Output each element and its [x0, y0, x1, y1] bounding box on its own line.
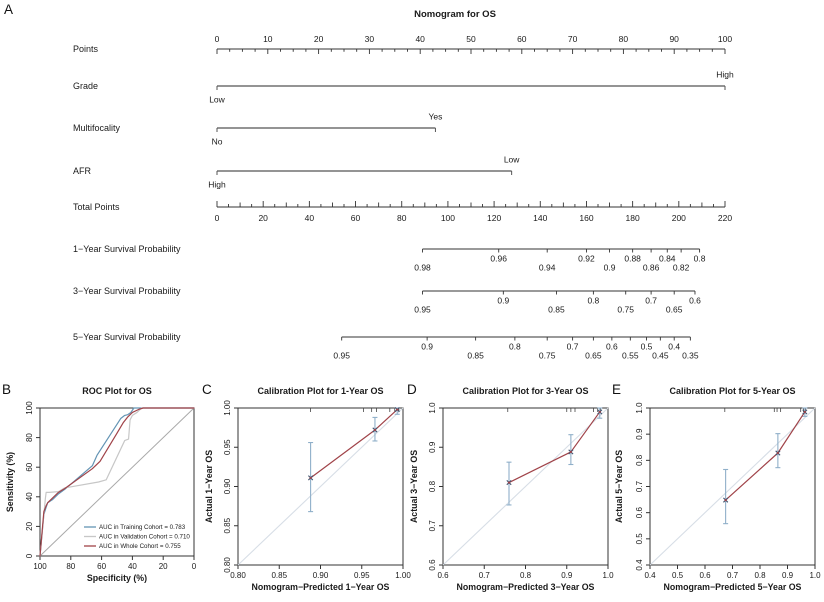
y-tick-label: 0: [25, 553, 34, 559]
points-tick-label: 100: [717, 34, 733, 44]
y-tick-label: 0.7: [635, 480, 644, 493]
x-axis-title: Nomogram−Predicted 3−Year OS: [456, 582, 595, 592]
predictor-label: Multifocality: [73, 123, 121, 133]
survival-tick-label: 0.8: [693, 253, 706, 264]
points-tick-label: 20: [313, 34, 324, 44]
total-points-tick-label: 120: [486, 213, 502, 223]
survival-tick-label: 0.86: [642, 262, 660, 273]
predictor-level-label: Low: [209, 94, 225, 105]
x-tick-label: 60: [97, 562, 107, 571]
y-tick-label: 0.85: [223, 517, 232, 534]
survival-tick-label: 0.7: [645, 295, 658, 306]
x-tick-label: 0.5: [671, 571, 684, 580]
total-points-tick-label: 160: [579, 213, 594, 223]
roc-plot-panel: [0, 380, 206, 602]
x-tick-label: 100: [33, 562, 47, 571]
y-tick-label: 80: [25, 433, 34, 443]
survival-tick-label: 0.88: [624, 253, 641, 264]
survival-tick-label: 0.5: [640, 341, 653, 352]
survival-tick-label: 0.84: [658, 253, 676, 264]
survival-tick-label: 0.94: [538, 262, 556, 273]
y-tick-label: 0.95: [223, 439, 232, 456]
calibration-5yr-panel: [610, 380, 824, 602]
x-tick-label: 1.0: [602, 571, 614, 580]
x-axis-title: Nomogram−Predicted 5−Year OS: [663, 582, 802, 592]
calibration-title: Calibration Plot for 5-Year OS: [669, 386, 796, 396]
survival-tick-label: 0.35: [682, 350, 699, 361]
x-tick-label: 0.4: [644, 571, 656, 580]
y-tick-label: 0.4: [635, 559, 644, 571]
x-tick-label: 1.0: [809, 571, 821, 580]
predictor-level-label: Yes: [428, 111, 443, 122]
y-tick-label: 0.5: [635, 533, 644, 545]
x-tick-label: 80: [66, 562, 76, 571]
point-dot: [570, 451, 572, 453]
survival-tick-label: 0.65: [585, 350, 602, 361]
total-points-tick-label: 100: [440, 213, 456, 223]
points-tick-label: 70: [567, 34, 578, 44]
panel-label-a: A: [4, 2, 14, 17]
point-dot: [777, 452, 779, 454]
point-dot: [804, 411, 806, 413]
y-tick-label: 60: [25, 462, 34, 472]
survival-tick-label: 0.96: [490, 253, 507, 264]
y-axis-title: Sensitivity (%): [5, 451, 15, 513]
survival-axis-label: 1−Year Survival Probability: [73, 244, 181, 254]
x-tick-label: 0.6: [437, 571, 449, 580]
survival-tick-label: 0.75: [538, 350, 556, 361]
survival-tick-label: 0.82: [672, 262, 690, 273]
points-tick-label: 50: [466, 34, 476, 44]
y-tick-label: 1.00: [223, 400, 232, 416]
x-tick-label: 0.9: [781, 571, 794, 580]
legend-label: AUC in Training Cohort = 0.783: [99, 524, 186, 532]
total-points-tick-label: 80: [396, 213, 407, 223]
survival-tick-label: 0.9: [497, 295, 510, 306]
panel-label-c: C: [202, 382, 212, 397]
x-tick-label: 0.90: [312, 571, 329, 580]
survival-tick-label: 0.98: [414, 262, 431, 273]
y-tick-label: 1.0: [635, 402, 644, 414]
predictor-level-label: No: [211, 136, 223, 147]
y-tick-label: 0.90: [223, 478, 232, 495]
survival-tick-label: 0.65: [665, 304, 683, 315]
x-tick-label: 20: [158, 562, 168, 571]
predictor-level-label: Low: [503, 154, 520, 165]
y-tick-label: 0.6: [428, 559, 437, 571]
survival-tick-label: 0.75: [617, 304, 634, 315]
y-tick-label: 0.7: [428, 520, 437, 532]
y-tick-label: 0.80: [223, 557, 232, 573]
y-tick-label: 40: [25, 492, 34, 502]
points-axis-label: Points: [73, 44, 99, 54]
y-tick-label: 20: [25, 521, 34, 531]
total-points-tick-label: 220: [717, 213, 733, 223]
survival-tick-label: 0.95: [333, 350, 350, 361]
x-tick-label: 0.95: [353, 571, 370, 580]
survival-tick-label: 0.92: [578, 253, 595, 264]
survival-axis-label: 5−Year Survival Probability: [73, 332, 181, 342]
y-tick-label: 1.0: [428, 402, 437, 414]
x-tick-label: 0.80: [230, 571, 246, 580]
point-dot: [508, 481, 510, 483]
calibration-1yr-panel: [200, 380, 411, 602]
y-tick-label: 0.9: [635, 428, 644, 440]
y-axis-title: Actual 1−Year OS: [204, 449, 214, 524]
x-tick-label: 0.85: [271, 571, 288, 580]
total-points-tick-label: 200: [671, 213, 686, 223]
survival-tick-label: 0.9: [603, 262, 616, 273]
x-axis-title: Specificity (%): [86, 573, 148, 583]
total-points-tick-label: 0: [214, 213, 220, 223]
survival-tick-label: 0.6: [605, 341, 618, 352]
calibration-curve: [311, 410, 398, 478]
y-tick-label: 0.6: [635, 507, 644, 519]
predictor-label: Grade: [73, 81, 99, 91]
x-tick-label: 0.8: [519, 571, 532, 580]
reference-diagonal: [443, 408, 608, 565]
survival-tick-label: 0.8: [508, 341, 521, 352]
calibration-3yr-panel: [405, 380, 614, 602]
survival-tick-label: 0.55: [622, 350, 639, 361]
points-tick-label: 60: [517, 34, 527, 44]
calibration-title: Calibration Plot for 1-Year OS: [257, 386, 384, 396]
points-tick-label: 30: [364, 34, 375, 44]
total-points-tick-label: 140: [533, 213, 548, 223]
predictor-level-label: High: [716, 69, 734, 80]
total-points-tick-label: 20: [258, 213, 268, 223]
survival-tick-label: 0.8: [587, 295, 600, 306]
panel-label-d: D: [407, 382, 417, 397]
x-tick-label: 0: [191, 562, 197, 571]
point-dot: [599, 411, 601, 413]
point-dot: [374, 429, 376, 431]
points-tick-label: 10: [263, 34, 273, 44]
point-dot: [310, 477, 312, 479]
points-tick-label: 40: [415, 34, 425, 44]
predictor-label: AFR: [73, 166, 91, 176]
legend-label: AUC in Validation Cohort = 0.710: [99, 533, 190, 541]
x-tick-label: 1.00: [395, 571, 411, 580]
x-tick-label: 0.8: [754, 571, 766, 580]
y-tick-label: 0.9: [428, 441, 437, 453]
roc-title: ROC Plot for OS: [82, 386, 152, 396]
point-dot: [725, 499, 727, 501]
x-tick-label: 0.7: [478, 571, 490, 580]
survival-tick-label: 0.95: [414, 304, 431, 315]
survival-tick-label: 0.85: [467, 350, 484, 361]
survival-tick-label: 0.45: [652, 350, 669, 361]
points-tick-label: 0: [214, 34, 220, 44]
survival-tick-label: 0.4: [668, 341, 681, 352]
total-points-tick-label: 180: [625, 213, 640, 223]
points-tick-label: 90: [669, 34, 679, 44]
total-points-tick-label: 60: [350, 213, 361, 223]
panel-label-b: B: [2, 382, 12, 397]
survival-tick-label: 0.85: [548, 304, 565, 315]
calibration-curve: [509, 412, 600, 483]
y-axis-title: Actual 3−Year OS: [409, 449, 419, 524]
y-tick-label: 0.8: [635, 454, 644, 466]
survival-tick-label: 0.9: [421, 341, 434, 352]
y-axis-title: Actual 5−Year OS: [614, 449, 624, 524]
points-tick-label: 80: [618, 34, 629, 44]
calibration-title: Calibration Plot for 3-Year OS: [462, 386, 589, 396]
total-points-axis-label: Total Points: [73, 202, 120, 212]
x-tick-label: 0.9: [561, 571, 573, 580]
nomogram-title: Nomogram for OS: [414, 9, 496, 20]
point-dot: [396, 408, 398, 410]
reference-diagonal: [650, 408, 815, 565]
survival-tick-label: 0.7: [566, 341, 579, 352]
survival-axis-label: 3−Year Survival Probability: [73, 286, 181, 296]
legend-label: AUC in Whole Cohort = 0.755: [99, 543, 181, 551]
y-tick-label: 100: [25, 401, 34, 415]
x-tick-label: 0.6: [699, 571, 711, 580]
x-tick-label: 0.7: [726, 571, 739, 580]
y-tick-label: 0.8: [428, 480, 437, 493]
panel-label-e: E: [612, 382, 622, 397]
x-axis-title: Nomogram−Predicted 1−Year OS: [251, 582, 390, 592]
x-tick-label: 40: [127, 562, 137, 571]
total-points-tick-label: 40: [304, 213, 315, 223]
survival-tick-label: 0.6: [689, 295, 701, 306]
reference-diagonal: [238, 408, 403, 565]
predictor-level-label: High: [208, 179, 226, 190]
